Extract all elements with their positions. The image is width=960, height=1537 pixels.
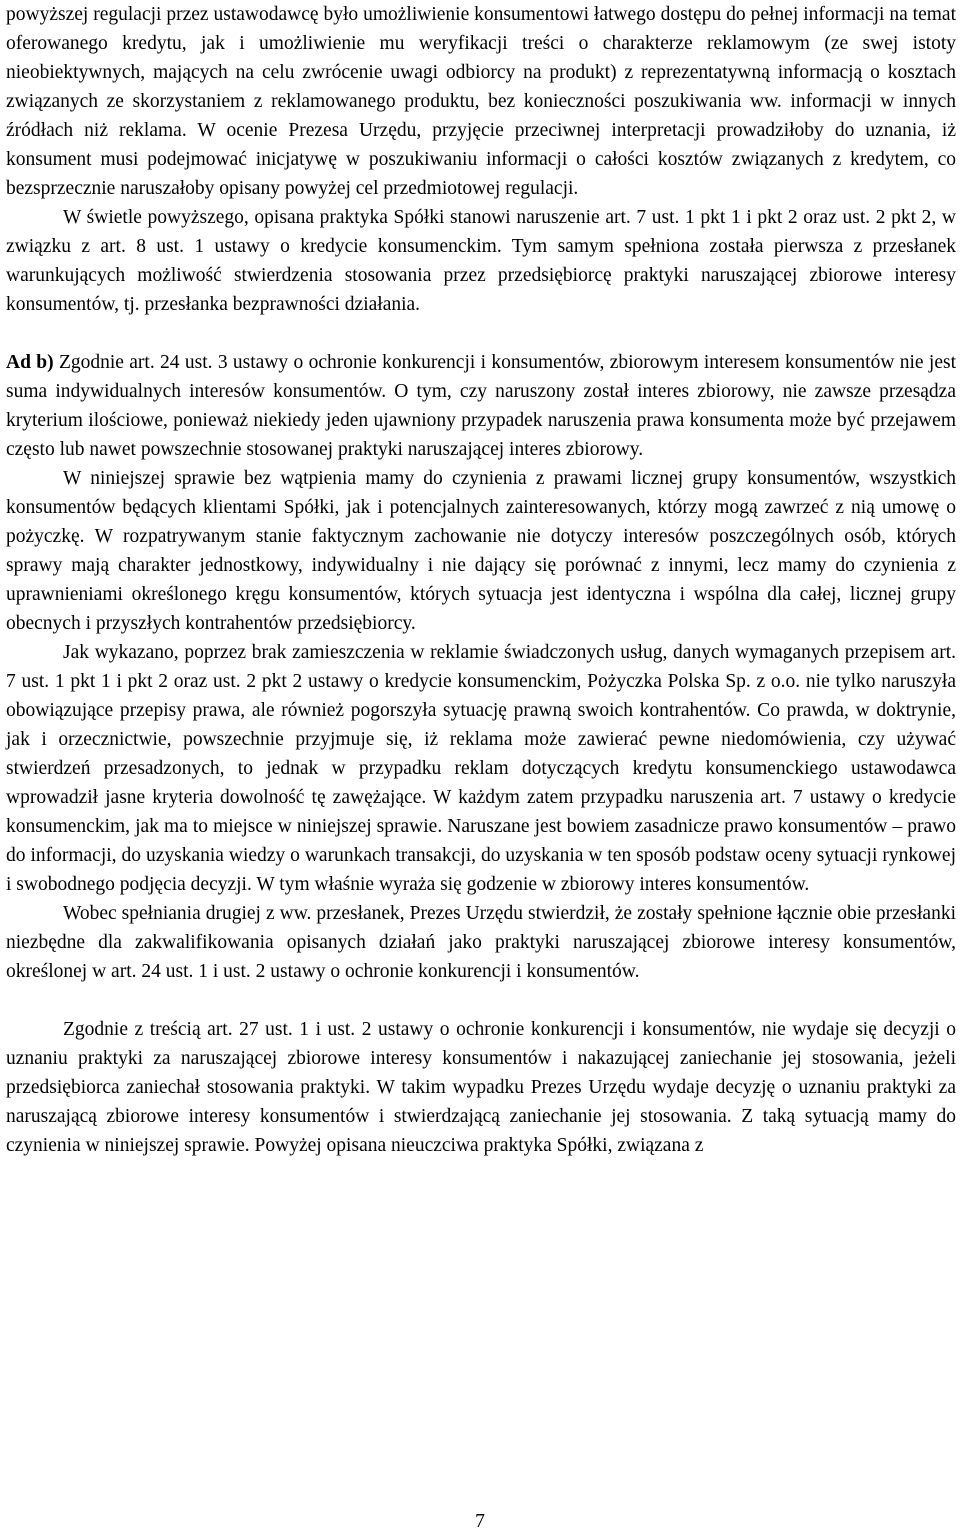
page-number: 7 bbox=[475, 1511, 485, 1532]
paragraph-gap bbox=[6, 986, 956, 1015]
paragraph-7: Zgodnie z treścią art. 27 ust. 1 i ust. 2 ustawy o ochronie konkurencji i konsumentów, nie wydaje się decyzji o uznaniu praktyki za naruszającej zbiorowe interesy konsumentów i nakazującej zaniechanie jej stosowania, jeżeli przedsiębiorca zaniechał stosowania praktyki. W takim wypadku Prezes Urzędu wydaje decyzję o uznaniu praktyki za naruszającą zbiorowe interesy konsumentów i stwierdzającą zaniechanie jej stosowania. Z taką sytuacją mamy do czynienia w niniejszej sprawie. Powyżej opisana nieuczciwa praktyka Spółki, związana z bbox=[6, 1019, 956, 1156]
paragraph-3 bbox=[6, 348, 956, 464]
paragraph-gap bbox=[6, 319, 956, 348]
paragraph-5: Jak wykazano, poprzez brak zamieszczenia w reklamie świadczonych usług, danych wymaganych przepisem art. 7 ust. 1 pkt 1 i pkt 2 oraz ust. 2 pkt 2 ustawy o kredycie konsumenckim, Pożyczka Polska Sp. z o.o. nie tylko naruszyła obowiązujące przepisy prawa, ale również pogorszyła sytuację prawną swoich kontrahentów. Co prawda, w doktrynie, jak i orzecznictwie, powszechnie przyjmuje się, iż reklama może zawierać pewne niedomówienia, czy używać stwierdzeń przesadzonych, to jednak w przypadku reklam dotyczących kredytu konsumenckiego ustawodawca wprowadził jasne kryteria dowolność tę zawężające. W każdym zatem przypadku naruszenia art. 7 ustawy o kredycie konsumenckim, jak ma to miejsce w niniejszej sprawie. Naruszane jest bowiem zasadnicze prawo konsumentów – prawo do informacji, do uzyskania wiedzy o warunkach transakcji, do uzyskania w ten sposób podstaw oceny sytuacji rynkowej i swobodnego podjęcia decyzji. W tym właśnie wyraża się godzenie w zbiorowy interes konsumentów. bbox=[6, 642, 956, 895]
section-label-ad-b: Ad b) bbox=[6, 352, 54, 373]
paragraph-2: W świetle powyższego, opisana praktyka Spółki stanowi naruszenie art. 7 ust. 1 pkt 1 i pkt 2 oraz ust. 2 pkt 2, w związku z art. 8 ust. 1 ustawy o kredycie konsumenckim. Tym samym spełniona została pierwsza z przesłanek warunkujących możliwość stwierdzenia stosowania przez przedsiębiorcę praktyki naruszającej zbiorowe interesy konsumentów, tj. przesłanka bezprawności działania. bbox=[6, 207, 956, 315]
paragraph-4: W niniejszej sprawie bez wątpienia mamy do czynienia z prawami licznej grupy konsumentów, wszystkich konsumentów będących klientami Spółki, jak i potencjalnych zainteresowanych, którzy mogą zawrzeć z nią umowę o pożyczkę. W rozpatrywanym stanie faktycznym zachowanie nie dotyczy interesów poszczególnych osób, których sprawy mają charakter jednostkowy, indywidualny i nie dający się porównać z innymi, lecz mamy do czynienia z uprawnieniami określonego kręgu konsumentów, których sytuacja jest identyczna i wspólna dla całej, licznej grupy obecnych i przyszłych kontrahentów przedsiębiorcy. bbox=[6, 468, 956, 634]
document-page bbox=[6, 0, 956, 1160]
paragraph-6: Wobec spełniania drugiej z ww. przesłanek, Prezes Urzędu stwierdził, że zostały spełnione łącznie obie przesłanki niezbędne dla zakwalifikowania opisanych działań jako praktyki naruszającej zbiorowe interesy konsumentów, określonej w art. 24 ust. 1 i ust. 2 ustawy o ochronie konkurencji i konsumentów. bbox=[6, 903, 956, 982]
paragraph-3-text: Zgodnie art. 24 ust. 3 ustawy o ochronie konkurencji i konsumentów, zbiorowym interesem konsumentów nie jest suma indywidualnych interesów konsumentów. O tym, czy naruszony został interes zbiorowy, nie zawsze przesądza kryterium ilościowe, ponieważ niekiedy jeden ujawniony przypadek naruszenia prawa konsumenta może być przejawem często lub nawet powszechnie stosowanej praktyki naruszającej interes zbiorowy. bbox=[6, 352, 956, 460]
paragraph-1: powyższej regulacji przez ustawodawcę było umożliwienie konsumentowi łatwego dostępu do pełnej informacji na temat oferowanego kredytu, jak i umożliwienie mu weryfikacji treści o charakterze reklamowym (ze swej istoty nieobiektywnych, mających na celu zwrócenie uwagi odbiorcy na produkt) z reprezentatywną informacją o kosztach związanych ze skorzystaniem z reklamowanego produktu, bez konieczności poszukiwania ww. informacji w innych źródłach niż reklama. W ocenie Prezesa Urzędu, przyjęcie przeciwnej interpretacji prowadziłoby do uznania, iż konsument musi podejmować inicjatywę w poszukiwaniu informacji o całości kosztów związanych z kredytem, co bezsprzecznie naruszałoby opisany powyżej cel przedmiotowej regulacji. bbox=[6, 4, 956, 199]
